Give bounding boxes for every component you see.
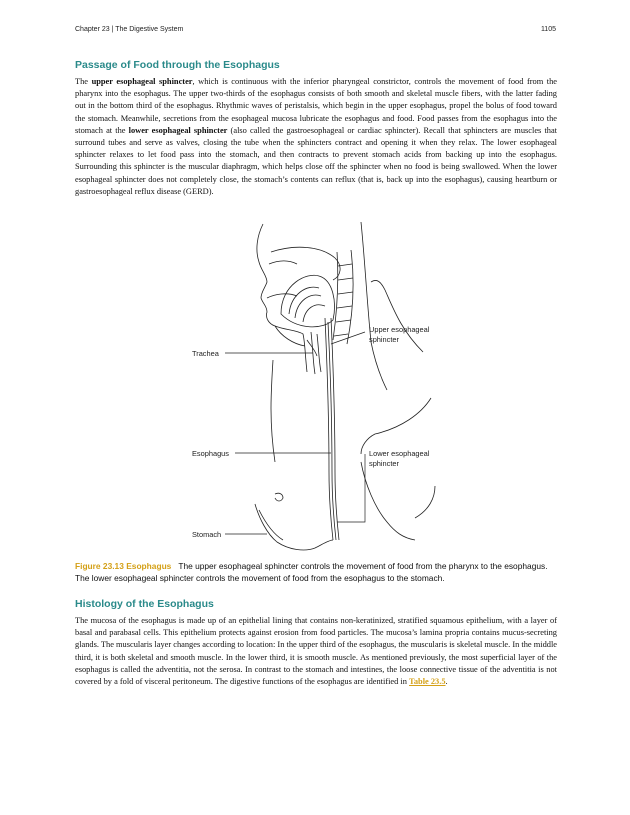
label-lower-sphincter-line2: sphincter: [369, 459, 399, 468]
nasal-outline: [269, 261, 297, 264]
section-title-passage: Passage of Food through the Esophagus: [75, 59, 280, 71]
label-stomach: Stomach: [192, 530, 222, 539]
text-run: The: [75, 77, 92, 86]
text-run: The mucosa of the esophagus is made up of an epithelial lining that contains non-keratinized, stratified squamous epithelium, with a layer of basal and parabasal cells. This epithelium protects against erosion from food particles. The mucosa’s lamina propria contains mucus-secreting glands. The muscularis layer changes according to location: In the upper third of the esophagus, the muscularis is skeletal muscle. In the middle third, it is both skeletal and smooth muscle. In the lower third, it is smooth muscle. As mentioned previously, the most superficial layer of the esophagus is called the adventitia, not the serosa. In contrast to the stomach and intestines, the loose connective tissue of the adventitia is not covered by a fold of visceral peritoneum. The digestive functions of the esophagus are identified in: [75, 616, 557, 687]
term-lower-esophageal-sphincter: lower esophageal sphincter: [128, 125, 228, 135]
paragraph-passage: [75, 76, 557, 198]
label-upper-sphincter-line2: sphincter: [369, 335, 399, 344]
figure-number: Figure 23.13 Esophagus: [75, 561, 172, 571]
label-esophagus: Esophagus: [192, 449, 229, 458]
figure-caption: [75, 561, 557, 584]
table-link[interactable]: Table 23.5: [409, 677, 446, 687]
arm-outline: [361, 398, 431, 454]
chin-outline: [275, 326, 305, 346]
page-number: 1105: [540, 26, 556, 33]
running-header-chapter: Chapter 23 | The Digestive System: [75, 26, 184, 33]
esophagus-tube-right: [331, 318, 339, 540]
text-run: (also called the gastroesophageal or cardiac sphincter). Recall that sphincters are muscles that surround tubes and serve as valves, closing the tube when the sphincters contract and opening it when they relax. The lower esophageal sphincter relaxes to let food pass into the stomach, and then contracts to prevent stomach acids from backing up into the esophagus. Surrounding this sphincter is the muscular diaphragm, which helps close off the sphincter when no food is being swallowed. When the lower esophageal sphincter does not completely close, the stomach’s contents can reflux (that is, back up into the esophagus), causing heartburn or gastroesophageal reflux disease (GERD).: [75, 125, 558, 196]
nipple: [275, 493, 283, 501]
text-run: .: [445, 677, 448, 687]
head-outline: [257, 224, 307, 372]
label-upper-sphincter-line1: Upper esophageal: [369, 325, 430, 334]
section-title-histology: Histology of the Esophagus: [75, 598, 214, 610]
caption-text: The upper esophageal sphincter controls the movement of food from the pharynx to the esophagus. The lower esophageal sphincter controls the movement of food from the esophagus to the stomach.: [75, 561, 548, 583]
stomach-outline: [255, 504, 333, 550]
upper-sphincter-leader: [331, 332, 365, 344]
torso-right: [415, 486, 435, 518]
label-lower-sphincter-line1: Lower esophageal: [369, 449, 430, 458]
lower-sphincter-leader: [337, 454, 365, 522]
mouth-outline: [267, 294, 297, 298]
label-trachea: Trachea: [192, 349, 219, 358]
nasal-cavity: [271, 247, 340, 280]
tongue-outline: [281, 275, 334, 327]
abdomen-outline: [361, 462, 415, 540]
esophagus-figure: [75, 222, 557, 557]
neck-back: [361, 222, 387, 390]
text-run: , which is continuous with the inferior pharyngeal constrictor, controls the movement of food from the pharynx into the esophagus. The upper two-thirds of the esophagus consists of both smooth and skeletal muscle fibers, with the latter fading out in the bottom third of the esophagus. Rhythmic waves of peristalsis, which begin in the upper esophagus, propel the bolus of food toward the stomach. Meanwhile, secretions from the esophageal mucosa lubricate the esophagus and food. Food passes from the esophagus into the stomach at the: [75, 77, 557, 135]
tongue-fibers: [289, 287, 325, 322]
paragraph-histology: [75, 615, 557, 688]
term-upper-esophageal-sphincter: upper esophageal sphincter: [91, 77, 193, 86]
chest-outline: [271, 360, 275, 462]
